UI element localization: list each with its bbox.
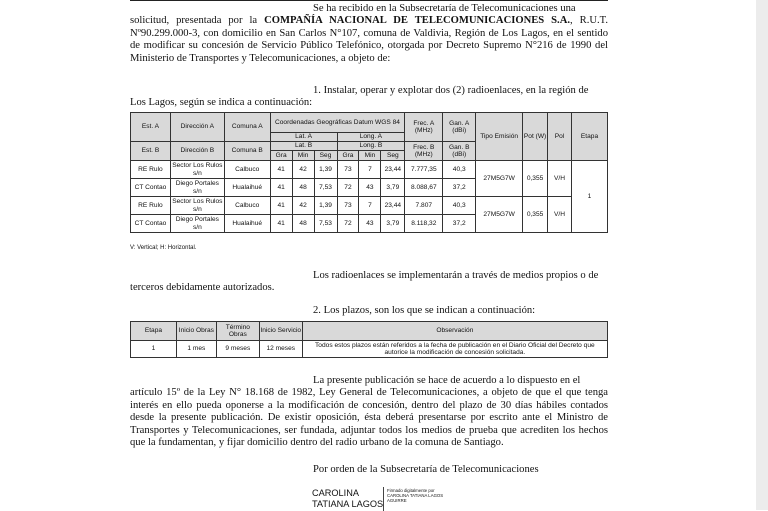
publication-line1: La presente publicación se hace de acuerdo a lo dispuesto en el <box>313 375 581 386</box>
intro-line2a: solicitud, presentada por la <box>130 15 265 27</box>
cell-frec: 8.118,32 <box>405 215 443 233</box>
item2-text: 2. Los plazos, son los que se indican a continuación: <box>313 305 536 316</box>
cell-dir: Sector Los Rulos s/n <box>172 162 223 177</box>
cell-com: Calbuco <box>224 197 270 215</box>
header-etapa: Etapa <box>571 113 607 161</box>
cell-gan: 37,2 <box>443 215 476 233</box>
header-dir-a: Dirección A <box>170 113 224 142</box>
signature-name-line2: TATIANA LAGOS <box>312 498 384 509</box>
cell-inicio-servicio: 12 meses <box>259 341 302 358</box>
digital-signature-line1: Firmado digitalmente por <box>387 488 435 493</box>
cell-observacion: Todos estos plazos están referidos a la fecha de publicación en el Diario Oficial del Decreto que autorice la modificación de concesión solicitada. <box>302 341 607 358</box>
cell-long-min: 43 <box>359 179 381 197</box>
header-tipo: Tipo Emisión <box>476 113 523 161</box>
cell-dir: Sector Los Rulos s/n <box>172 198 223 213</box>
cell-com: Hualaihué <box>224 215 270 233</box>
cell-lat-gra: 41 <box>270 215 292 233</box>
header-long-seg: Seg <box>381 151 405 161</box>
table-row <box>131 197 608 215</box>
header-frec-b: Frec. B (MHz) <box>405 142 443 161</box>
header-est-b: Est. B <box>131 142 171 161</box>
cell-lat-seg: 1,39 <box>314 197 337 215</box>
cell-lat-seg: 7,53 <box>314 215 337 233</box>
header-lat-a: Lat. A <box>270 133 337 142</box>
cell-est: CT Contao <box>131 215 171 233</box>
cell-lat-min: 42 <box>292 161 314 179</box>
radio-links-table <box>130 112 608 233</box>
cell-lat-min: 42 <box>292 197 314 215</box>
cell-long-gra: 72 <box>337 179 359 197</box>
header-frec-a: Frec. A (MHz) <box>405 113 443 142</box>
cell-long-seg: 23,44 <box>381 161 405 179</box>
cell-long-gra: 73 <box>337 197 359 215</box>
cell-tipo: 27M5G7W <box>476 197 523 233</box>
cell-lat-seg: 7,53 <box>314 179 337 197</box>
header-est-a: Est. A <box>131 113 171 142</box>
cell-long-gra: 73 <box>337 161 359 179</box>
order-paragraph <box>130 464 608 476</box>
table-row <box>131 161 608 179</box>
header-lat-gra: Gra <box>270 151 292 161</box>
plazos-table <box>130 321 608 358</box>
header-long-min: Min <box>359 151 381 161</box>
header-com-b: Comuna B <box>224 142 270 161</box>
cell-long-min: 7 <box>359 197 381 215</box>
cell-pot: 0,355 <box>523 161 548 197</box>
intro-rest: Nº90.299.000-3, con domicilio en San Carlos N°107, comuna de Valdivia, Región de Los Lagos, en el sentido de modificar su concesión de Servicio Público Telefónico, otorgada por Decreto Supremo N°216 de 1990 del Ministerio de Transportes y Telecomunicaciones, a objeto de: <box>130 27 608 64</box>
cell-lat-seg: 1,39 <box>314 161 337 179</box>
header-lat-seg: Seg <box>314 151 337 161</box>
cell-etapa: 1 <box>571 161 607 233</box>
item1-line2: Los Lagos, según se indica a continuación: <box>130 97 313 109</box>
item2-paragraph <box>130 305 608 317</box>
header-coordinates: Coordenadas Geográficas Datum WGS 84 <box>270 113 405 133</box>
cell-etapa: 1 <box>131 341 177 358</box>
digital-signature-line3: AGUIRRE <box>387 498 407 504</box>
polarization-note: V: Vertical; H: Horizontal. <box>130 245 197 251</box>
header-inicio-servicio: Inicio Servicio <box>259 322 302 341</box>
item1-line1: 1. Instalar, operar y explotar dos (2) radioenlaces, en la región de <box>313 85 589 96</box>
cell-lat-min: 48 <box>292 215 314 233</box>
publication-paragraph <box>130 375 608 449</box>
radio-means-paragraph <box>130 270 608 295</box>
cell-gan: 37,2 <box>443 179 476 197</box>
cell-gan: 40,3 <box>443 197 476 215</box>
cell-frec: 7.807 <box>405 197 443 215</box>
item1-paragraph <box>130 85 608 110</box>
header-pot: Pot (W) <box>523 113 548 161</box>
radio-means-line1: Los radioenlaces se implementarán a través de medios propios o de <box>313 270 599 281</box>
cell-long-seg: 3,79 <box>381 179 405 197</box>
cell-long-gra: 72 <box>337 215 359 233</box>
order-text: Por orden de la Subsecretaría de Telecomunicaciones <box>313 464 539 475</box>
signature-divider <box>383 487 384 511</box>
header-termino-obras: Término Obras <box>216 322 259 341</box>
header-long-a: Long. A <box>337 133 405 142</box>
header-gan-a: Gan. A (dBi) <box>443 113 476 142</box>
intro-line1: Se ha recibido en la Subsecretaría de Telecomunicaciones una <box>313 3 576 14</box>
header-pol: Pol <box>548 113 572 161</box>
cell-pol: V/H <box>548 197 572 233</box>
cell-long-min: 43 <box>359 215 381 233</box>
header-lat-min: Min <box>292 151 314 161</box>
header-gan-b: Gan. B (dBi) <box>443 142 476 161</box>
publication-rest: artículo 15º de la Ley N° 18.168 de 1982, Ley General de Telecomunicaciones, a objeto de que el que tenga interés en ello pueda oponerse a la modificación de concesión, dentro del plazo de 30 días hábiles contados desde la presente publicación. De existir oposición, ésta deberá presentarse por escrito ante el Ministro de Transportes y Telecomunicaciones, ser fundada, adjuntar todos los medios de prueba que acrediten los hechos que la fundamentan, y fijar domicilio dentro del radio urbano de la comuna de Santiago. <box>130 387 608 449</box>
header-observacion: Observación <box>302 322 607 341</box>
header-long-b: Long. B <box>337 142 405 151</box>
cell-inicio-obras: 1 mes <box>176 341 216 358</box>
cell-frec: 7.777,35 <box>405 161 443 179</box>
cell-pol: V/H <box>548 161 572 197</box>
cell-lat-gra: 41 <box>270 197 292 215</box>
cell-lat-gra: 41 <box>270 179 292 197</box>
cell-pot: 0,355 <box>523 197 548 233</box>
page-edge <box>756 0 768 510</box>
cell-long-seg: 3,79 <box>381 215 405 233</box>
radio-means-line2: terceros debidamente autorizados. <box>130 282 275 294</box>
intro-line2b: , R.U.T. <box>570 15 608 27</box>
signature-name-line1: CAROLINA <box>312 488 359 498</box>
header-etapa: Etapa <box>131 322 177 341</box>
table-row <box>131 341 608 358</box>
cell-termino-obras: 9 meses <box>216 341 259 358</box>
cell-frec: 8.088,67 <box>405 179 443 197</box>
cell-com: Hualaihué <box>224 179 270 197</box>
cell-long-seg: 23,44 <box>381 197 405 215</box>
signature-name <box>312 488 383 509</box>
intro-paragraph <box>130 3 608 65</box>
header-inicio-obras: Inicio Obras <box>176 322 216 341</box>
company-name: COMPAÑÍA NACIONAL DE TELECOMUNICACIONES S.A. <box>264 15 571 27</box>
cell-gan: 40,3 <box>443 161 476 179</box>
header-dir-b: Dirección B <box>170 142 224 161</box>
header-long-gra: Gra <box>337 151 359 161</box>
cell-com: Calbuco <box>224 161 270 179</box>
cell-lat-gra: 41 <box>270 161 292 179</box>
cell-est: RE Rulo <box>131 161 171 179</box>
digital-signature-line2: CAROLINA TATIANA LAGOS <box>387 493 444 499</box>
header-lat-b: Lat. B <box>270 142 337 151</box>
top-rule <box>130 0 608 1</box>
cell-est: RE Rulo <box>131 197 171 215</box>
cell-dir: Diego Portales s/n <box>170 179 224 197</box>
cell-est: CT Contao <box>131 179 171 197</box>
header-com-a: Comuna A <box>224 113 270 142</box>
cell-tipo: 27M5G7W <box>476 161 523 197</box>
digital-signature-note <box>387 488 467 504</box>
cell-long-min: 7 <box>359 161 381 179</box>
cell-dir: Diego Portales s/n <box>170 215 224 233</box>
cell-lat-min: 48 <box>292 179 314 197</box>
